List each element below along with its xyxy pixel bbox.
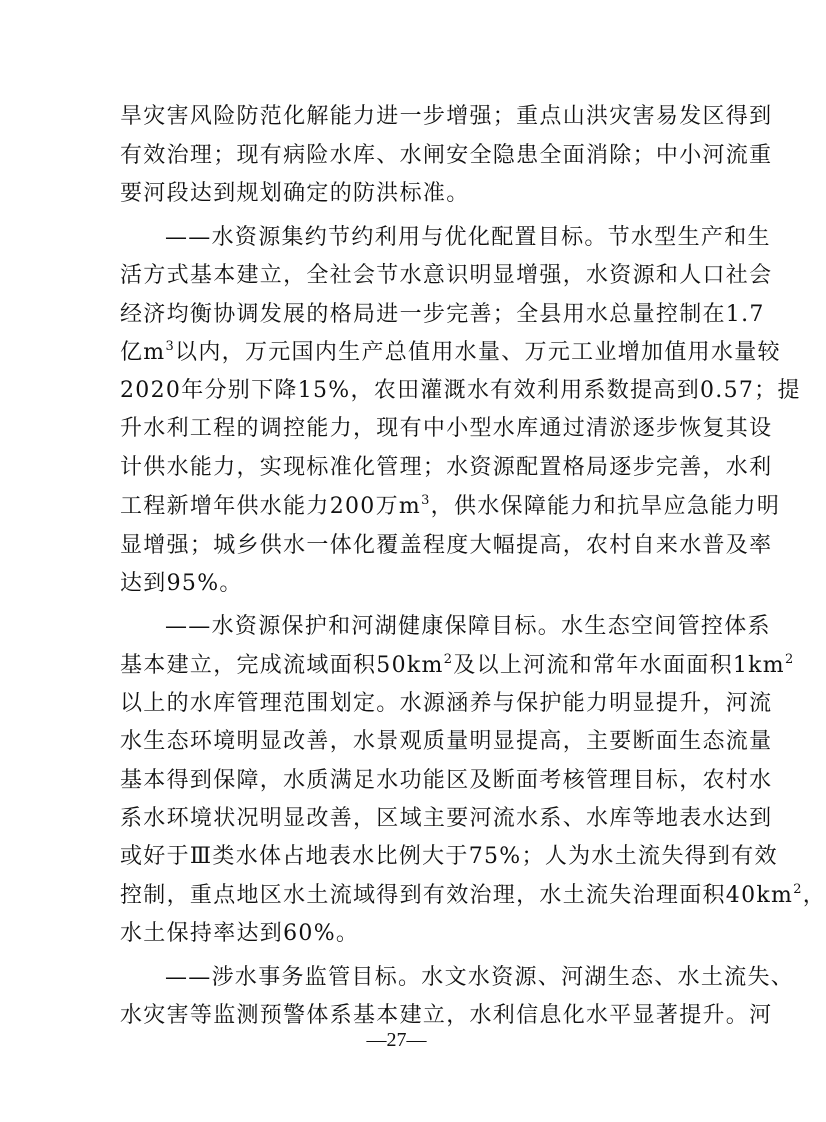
text-line: 水土保持率达到60%。 [120, 921, 360, 946]
text-line: 要河段达到规划确定的防洪标准。 [120, 181, 470, 206]
text-line: 基本得到保障，水质满足水功能区及断面考核管理目标，农村水 [120, 768, 773, 793]
text-line: ——涉水事务监管目标。水文水资源、河湖生态、水土流失、 [165, 965, 795, 990]
text-line: 活方式基本建立，全社会节水意识明显增强，水资源和人口社会 [120, 263, 773, 288]
text-line: 旱灾害风险防范化解能力进一步增强；重点山洪灾害易发区得到 [120, 104, 773, 129]
text-line: 水灾害等监测预警体系基本建立，水利信息化水平显著提升。河 [120, 1003, 773, 1028]
text-line: 系水环境状况明显改善，区域主要河流水系、水库等地表水达到 [120, 806, 773, 831]
text-line: 基本建立，完成流域面积$50km^2$及以上河流和常年水面面积$1km^2$ [120, 652, 795, 678]
text-line: 计供水能力，实现标准化管理；水资源配置格局逐步完善，水利 [120, 455, 773, 480]
text-line: 水生态环境明显改善，水景观质量明显提高，主要断面生态流量 [120, 729, 773, 754]
page-number: —27— [366, 1029, 427, 1051]
text-line: 升水利工程的调控能力，现有中小型水库通过清淤逐步恢复其设 [120, 416, 773, 441]
text-line: 经济均衡协调发展的格局进一步完善；全县用水总量控制在1.7 [120, 302, 765, 327]
text-line: ——水资源保护和河湖健康保障目标。水生态空间管控体系 [165, 614, 771, 639]
text-line: 有效治理；现有病险水库、水闸安全隐患全面消除；中小河流重 [120, 143, 773, 168]
text-line: 或好于Ⅲ类水体占地表水比例大于75%；人为水土流失得到有效 [120, 844, 778, 869]
text-line: 达到95%。 [120, 571, 243, 596]
text-line: ——水资源集约节约利用与优化配置目标。节水型生产和生 [165, 225, 771, 250]
text-line: 以上的水库管理范围划定。水源涵养与保护能力明显提升，河流 [120, 691, 773, 716]
text-line: 2020年分别下降15%，农田灌溉水有效利用系数提高到0.57；提 [120, 378, 801, 403]
text-line: 亿$m^3$以内，万元国内生产总值用水量、万元工业增加值用水量较 [120, 339, 781, 365]
text-line: 控制，重点地区水土流域得到有效治理，水土流失治理面积$40km^2$， [120, 882, 826, 908]
text-line: 显增强；城乡供水一体化覆盖程度大幅提高，农村自来水普及率 [120, 533, 773, 558]
text-line: 工程新增年供水能力200万$m^3$，供水保障能力和抗旱应急能力明 [120, 493, 781, 519]
